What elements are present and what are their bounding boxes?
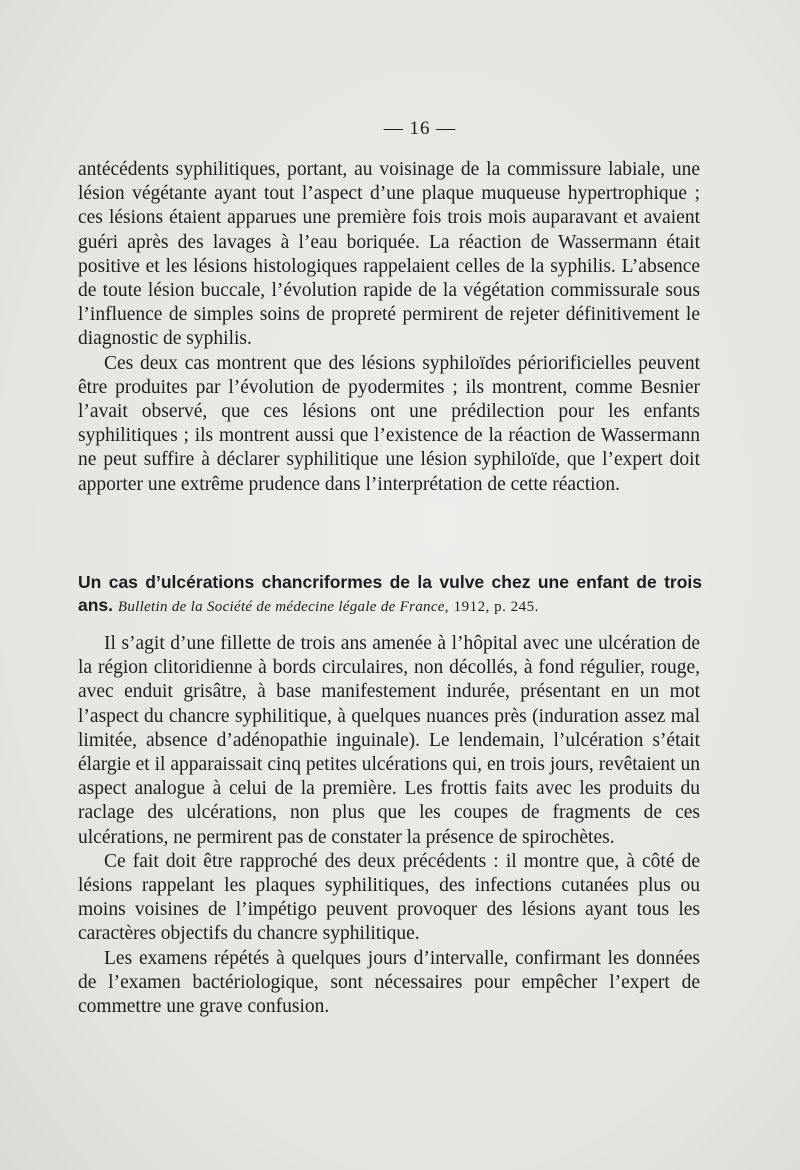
section-heading (78, 571, 702, 619)
paragraph-case-description: Il s’agit d’une fillette de trois ans amenée à l’hôpital avec une ulcération de la région clitoridienne à bords circulaires, non décollés, à fond régulier, rouge, avec enduit grisâtre, à base manifestement indurée, présentant en un mot l’aspect du chancre syphilitique, à quelques nuances près (induration assez mal limitée, absence d’adénopathie inguinale). Le lendemain, l’ulcération s’était élargie et il apparaissait cinq petites ulcérations qui, en trois jours, revêtaient un aspect analogue à celui de la première. Les frottis faits avec les produits du raclage des ulcérations, non plus que les coupes de fragments de ces ulcérations, ne permirent pas de constater la présence de spirochètes. (78, 633, 700, 848)
paragraph-comparison: Ce fait doit être rapproché des deux précédents : il montre que, à côté de lésions rappelant les plaques syphilitiques, des infections cutanées plus ou moins voisines de l’impétigo peuvent provoquer des lésions ayant tous les caractères objectifs du chancre syphilitique. (78, 850, 700, 945)
citation-journal: Bulletin de la Société de médecine légale de France, (117, 599, 449, 615)
text-block-bottom (78, 632, 700, 1019)
paragraph-recommendation: Les examens répétés à quelques jours d’intervalle, confirmant les données de l’examen bactériologique, sont nécessaires pour empêcher l’expert de commettre une grave confusion. (78, 947, 700, 1018)
page-number: — 16 — (383, 118, 457, 139)
paragraph-conclusion: Ces deux cas montrent que des lésions syphiloïdes périorificielles peuvent être produites par l’évolution de pyodermites ; ils montrent, comme Besnier l’avait observé, que ces lésions ont une prédilection pour les enfants syphilitiques ; ils montrent aussi que l’existence de la réaction de Wassermann ne peut suffire à déclarer syphilitique une lésion syphiloïde, que l’expert doit apporter une extrême prudence dans l’interprétation de cette réaction. (78, 352, 700, 495)
section-title: Un cas d’ulcérations chancriformes de la vulve chez une enfant de trois ans. (78, 572, 702, 615)
paragraph-continuation: antécédents syphilitiques, portant, au voisinage de la commissure labiale, une lésion végétante ayant tout l’aspect d’une plaque muqueuse hypertrophique ; ces lésions étaient apparues une première fois trois mois auparavant et avaient guéri après des lavages à l’eau boriquée. La réaction de Wassermann était positive et les lésions histologiques rappelaient celles de la syphilis. L’absence de toute lésion buccale, l’évolution rapide de la végétation commissurale sous l’influence de simples soins de propreté permirent de rejeter définitivement le diagnostic de syphilis. (78, 159, 700, 350)
text-block-top (78, 158, 700, 497)
citation-year-page: 1912, p. 245. (453, 599, 539, 615)
